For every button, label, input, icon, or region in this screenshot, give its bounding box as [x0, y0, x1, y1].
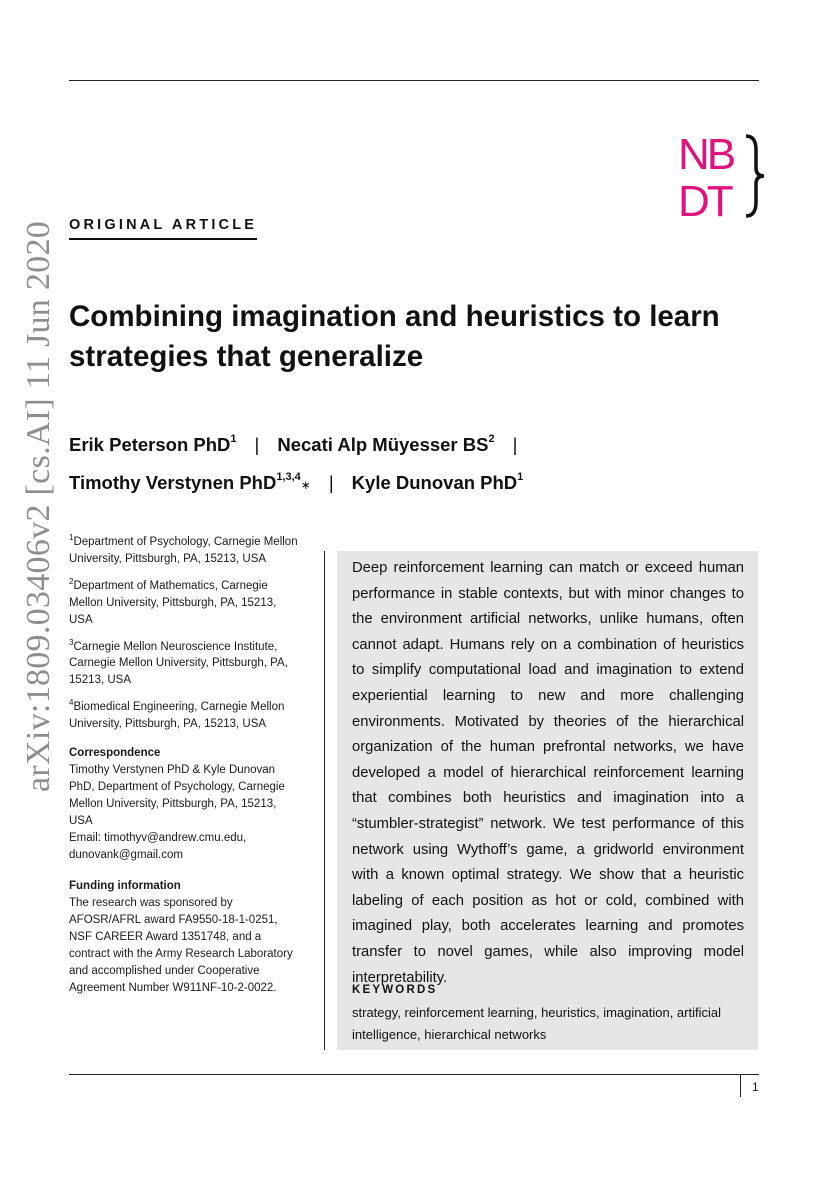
- abstract-box: [337, 551, 758, 1050]
- correspondence-heading: Correspondence: [69, 747, 161, 760]
- affiliation-text: Biomedical Engineering, Carnegie Mellon University, Pittsburgh, PA, 15213, USA: [69, 701, 285, 731]
- author-name: Erik Peterson PhD: [69, 434, 231, 456]
- corresponding-mark: ∗: [300, 478, 311, 493]
- article-type-label: ORIGINAL ARTICLE: [69, 217, 257, 240]
- affiliation: [69, 634, 299, 690]
- affiliation-num: 1: [69, 533, 74, 542]
- page-number: 1: [752, 1080, 759, 1094]
- paper-title: Combining imagination and heuristics to learn strategies that generalize: [69, 300, 720, 373]
- keywords-text: strategy, reinforcement learning, heuristics, imagination, artificial intelligence, hierarchical networks: [352, 1005, 721, 1042]
- logo-line1: NB: [678, 130, 734, 179]
- affiliations-column: [69, 529, 299, 997]
- author-name: Kyle Dunovan PhD: [351, 472, 518, 494]
- top-rule: [69, 80, 759, 81]
- correspondence-email: Email: timothyv@andrew.cmu.edu, dunovank@gmail.com: [69, 832, 247, 862]
- affiliation: [69, 573, 299, 629]
- affiliation-text: Department of Psychology, Carnegie Mellon University, Pittsburgh, PA, 15213, USA: [69, 535, 298, 565]
- affiliation-num: 2: [69, 576, 74, 586]
- funding-body: The research was sponsored by AFOSR/AFRL award FA9550-18-1-0251, NSF CAREER Award 1351748, and a contract with the Army Research Laboratory and accomplished under Cooperative Agreement Number W911NF-10-2-0022.: [69, 897, 293, 995]
- author-separator: |: [512, 434, 518, 456]
- author-list: [69, 424, 669, 502]
- affiliation: [69, 529, 299, 568]
- author-sup: 1: [517, 471, 524, 484]
- affiliation-text: Department of Mathematics, Carnegie Mellon University, Pittsburgh, PA, 15213, USA: [69, 579, 277, 626]
- affiliation-num: 3: [69, 637, 74, 647]
- page-number-rule: [740, 1075, 741, 1097]
- logo-line2: DT: [678, 177, 731, 222]
- correspondence-body: Timothy Verstynen PhD & Kyle Dunovan PhD, Department of Psychology, Carnegie Mellon University, Pittsburgh, PA, 15213, USA: [69, 764, 285, 828]
- author-line-2: [69, 462, 669, 502]
- author-name: Timothy Verstynen PhD: [69, 472, 277, 494]
- arxiv-stamp: arXiv:1809.03406v2 [cs.AI] 11 Jun 2020: [20, 220, 57, 792]
- column-divider: [324, 551, 325, 1050]
- author-separator: |: [328, 472, 334, 494]
- affiliation-text: Carnegie Mellon Neuroscience Institute, Carnegie Mellon University, Pittsburgh, PA, 15213, USA: [69, 640, 288, 687]
- journal-logo: [676, 130, 768, 222]
- author-sup: 2: [488, 433, 495, 445]
- funding-heading: Funding information: [69, 880, 181, 893]
- author-line-1: [69, 424, 669, 462]
- author-name: Necati Alp Müyesser BS: [277, 434, 489, 456]
- keywords-heading: KEYWORDS: [352, 984, 438, 996]
- logo-brace: [746, 136, 764, 216]
- abstract-text: Deep reinforcement learning can match or exceed human performance in stable contexts, but with minor changes to the environment artificial networks, unlike humans, often cannot adapt. Humans rely on a combination of heuristics to simplify computational load and imagination to extend experiential learning to new and more challenging environments. Motivated by theories of the hierarchical organization of the human prefrontal networks, we have developed a model of hierarchical reinforcement learning that combines both heuristics and imagination into a “stumbler-strategist” network. We test performance of this network using Wythoff’s game, a gridworld environment with a known optimal strategy. We show that a heuristic labeling of each position as hot or cold, combined with imagined play, both accelerates learning and promotes transfer to novel games, while also improving model interpretability.: [352, 560, 744, 986]
- affiliation-num: 4: [69, 698, 74, 708]
- bottom-rule: [69, 1074, 759, 1075]
- affiliation: [69, 694, 299, 733]
- author-sup: 1: [230, 433, 237, 445]
- author-separator: |: [254, 434, 260, 456]
- author-sup: 1,3,4: [276, 471, 301, 484]
